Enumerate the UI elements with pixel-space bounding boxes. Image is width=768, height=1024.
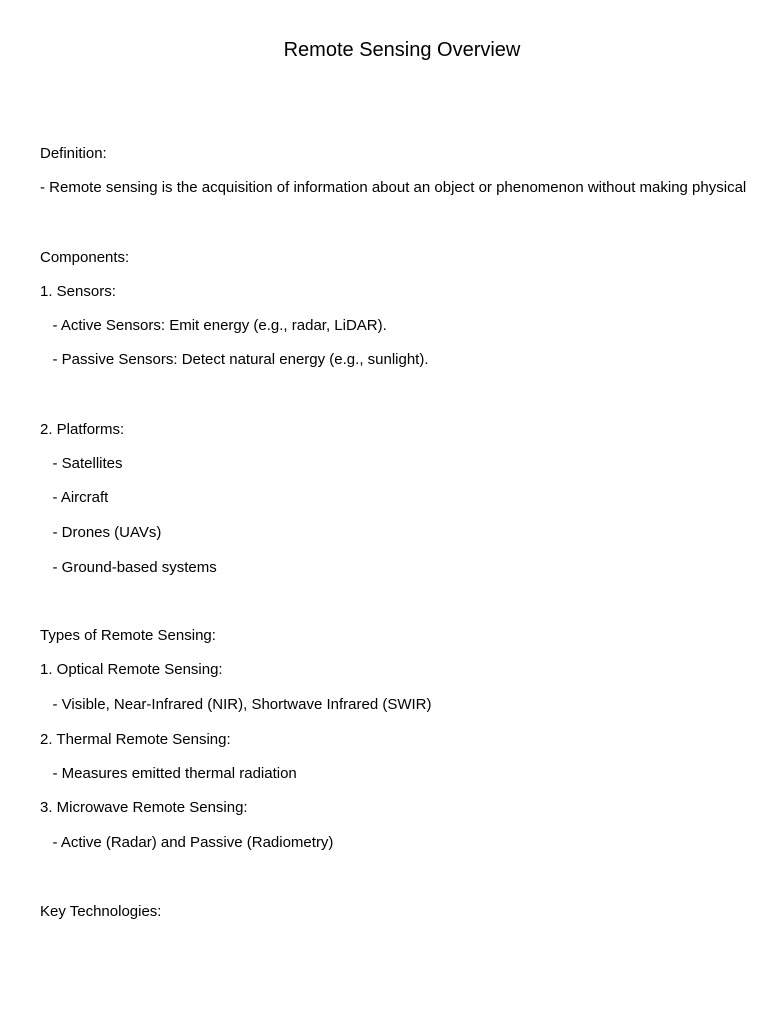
definition-heading: Definition: [40,145,107,162]
definition-text: - Remote sensing is the acquisition of information about an object or phenomenon without making physical [40,179,747,196]
microwave-detail: - Active (Radar) and Passive (Radiometry) [40,834,334,851]
drones-item: - Drones (UAVs) [40,524,162,541]
optical-detail: - Visible, Near-Infrared (NIR), Shortwave Infrared (SWIR) [40,696,432,713]
optical-item: 1. Optical Remote Sensing: [40,661,223,678]
thermal-detail: - Measures emitted thermal radiation [40,765,297,782]
ground-based-item: - Ground-based systems [40,559,217,576]
microwave-item: 3. Microwave Remote Sensing: [40,799,248,816]
types-heading: Types of Remote Sensing: [40,627,216,644]
sensors-item: 1. Sensors: [40,283,116,300]
aircraft-item: - Aircraft [40,489,109,506]
active-sensors-item: - Active Sensors: Emit energy (e.g., radar, LiDAR). [40,317,387,334]
satellites-item: - Satellites [40,455,123,472]
platforms-item: 2. Platforms: [40,421,125,438]
key-technologies-heading: Key Technologies: [40,903,162,920]
passive-sensors-item: - Passive Sensors: Detect natural energy (e.g., sunlight). [40,351,429,368]
components-heading: Components: [40,249,130,266]
document-title: Remote Sensing Overview [283,39,521,61]
thermal-item: 2. Thermal Remote Sensing: [40,731,231,748]
